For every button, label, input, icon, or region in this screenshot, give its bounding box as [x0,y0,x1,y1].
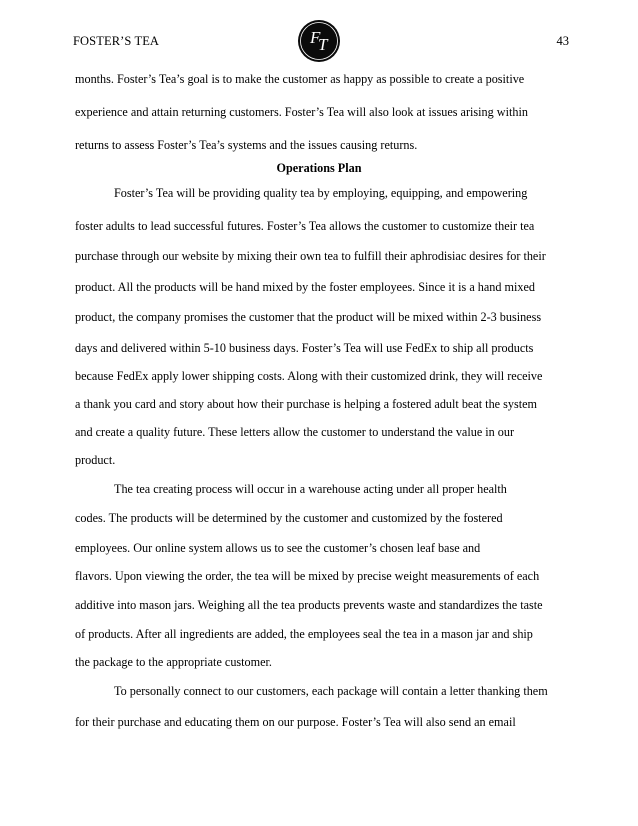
body-line: returns to assess Foster’s Tea’s systems and the issues causing returns. [75,138,418,152]
page-number: 43 [556,34,569,48]
body-line: additive into mason jars. Weighing all the tea products prevents waste and standardizes the taste [75,598,543,612]
body-line: To personally connect to our customers, each package will contain a letter thanking them [114,684,548,698]
body-line: codes. The products will be determined by the customer and customized by the fostered [75,511,503,525]
svg-text:F: F [310,28,321,47]
body-line: the package to the appropriate customer. [75,655,272,669]
body-line: because FedEx apply lower shipping costs. Along with their customized drink, they will receive [75,369,543,383]
body-line: Foster’s Tea will be providing quality tea by employing, equipping, and empowering [114,186,528,200]
running-title: FOSTER’S TEA [73,34,160,48]
body-line: product, the company promises the customer that the product will be mixed within 2-3 business [75,310,542,324]
body-line: months. Foster’s Tea’s goal is to make the customer as happy as possible to create a positive [75,72,525,86]
body-line: employees. Our online system allows us to see the customer’s chosen leaf base and [75,541,481,555]
body-line: flavors. Upon viewing the order, the tea will be mixed by precise weight measurements of each [75,569,540,583]
body-line: foster adults to lead successful futures. Foster’s Tea allows the customer to customize their tea [75,219,535,233]
body-line: and create a quality future. These letters allow the customer to understand the value in our [75,425,515,439]
body-line: days and delivered within 5-10 business days. Foster’s Tea will use FedEx to ship all products [75,341,534,355]
body-line: product. All the products will be hand mixed by the foster employees. Since it is a hand mixed [75,280,535,294]
svg-text:T: T [318,35,328,54]
fosters-tea-logo [297,19,341,63]
body-line: for their purchase and educating them on our purpose. Foster’s Tea will also send an email [75,715,516,729]
body-line: of products. After all ingredients are added, the employees seal the tea in a mason jar and ship [75,627,533,641]
body-line: a thank you card and story about how their purchase is helping a fostered adult beat the system [75,397,537,411]
section-heading: Operations Plan [276,161,362,175]
body-line: product. [75,453,116,467]
body-line: experience and attain returning customers. Foster’s Tea will also look at issues arising within [75,105,528,119]
body-line: The tea creating process will occur in a warehouse acting under all proper health [114,482,507,496]
body-line: purchase through our website by mixing their own tea to fulfill their aphrodisiac desires for their [75,249,546,263]
